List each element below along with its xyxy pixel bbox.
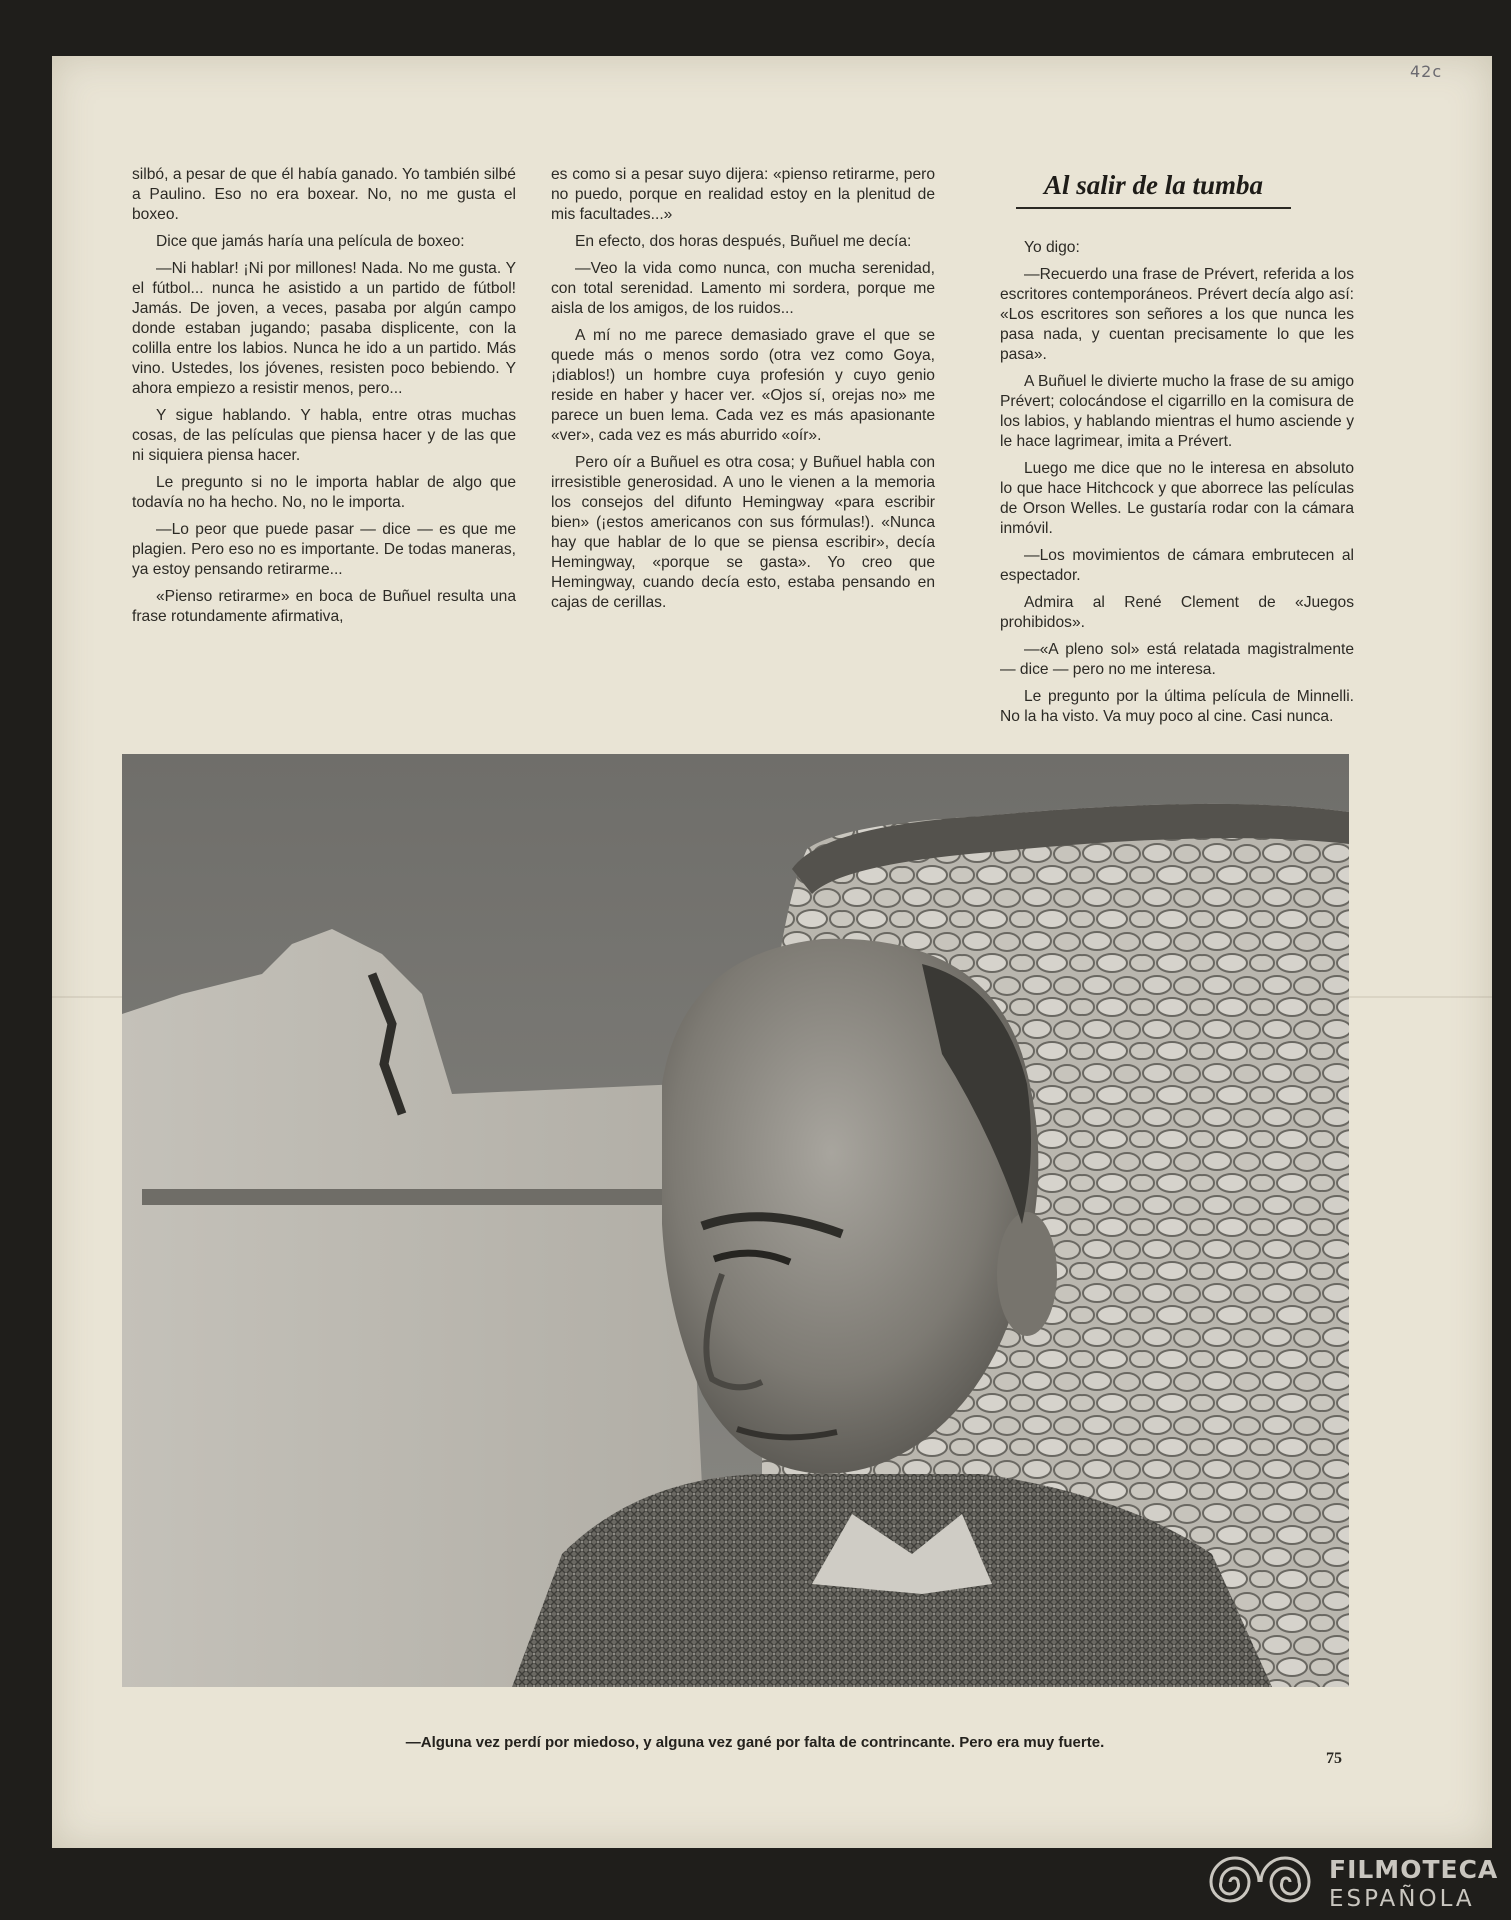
logo-text-line-1: FILMOTECA <box>1329 1855 1499 1884</box>
paragraph: Luego me dice que no le interesa en absoluto lo que hace Hitchcock y que aborrece las películas de Orson Welles. Le gustaría rodar con la cámara inmóvil. <box>1000 460 1354 537</box>
section-heading: Al salir de la tumba <box>1016 170 1291 209</box>
page-number: 75 <box>1326 1750 1342 1767</box>
text-column-2 <box>551 165 935 620</box>
paragraph: Y sigue hablando. Y habla, entre otras muchas cosas, de las películas que piensa hacer y de las que ni siquiera piensa hacer. <box>132 407 516 464</box>
text-column-3 <box>1000 238 1354 734</box>
paragraph: es como si a pesar suyo dijera: «pienso retirarme, pero no puedo, porque en realidad estoy en la plenitud de mis facultades...» <box>551 166 935 223</box>
text-column-1 <box>132 165 516 634</box>
paragraph: —Recuerdo una frase de Prévert, referida a los escritores contemporáneos. Prévert decía algo así: «Los escritores son señores a los que nunca les pasa nada, y cuentan precisamente lo que les pasa». <box>1000 266 1354 363</box>
wall-ledge <box>142 1189 702 1205</box>
paragraph: «Pienso retirarme» en boca de Buñuel resulta una frase rotundamente afirmativa, <box>132 588 516 625</box>
paragraph: —Ni hablar! ¡Ni por millones! Nada. No me gusta. Y el fútbol... nunca he asistido a un partido de fútbol! Jamás. De joven, a veces, pasaba por algún campo donde estaban jugando; pasaba displicente, con la colilla entre los labios. Nunca he ido a un partido. Más vino. Ustedes, los jóvenes, resisten poco bebiendo. Y ahora empiezo a resistir menos, pero... <box>132 260 516 397</box>
filmoteca-spiral-icon <box>1204 1849 1316 1915</box>
paragraph: —Los movimientos de cámara embrutecen al espectador. <box>1000 547 1354 584</box>
paragraph: —Veo la vida como nunca, con mucha serenidad, con total serenidad. Lamento mi sordera, porque me aisla de los amigos, de los ruidos... <box>551 260 935 317</box>
portrait-photo <box>122 754 1349 1687</box>
paragraph: Dice que jamás haría una película de boxeo: <box>156 233 465 250</box>
handwritten-reference: 42c <box>1410 62 1443 81</box>
paragraph: A mí no me parece demasiado grave el que se quede más o menos sordo (otra vez como Goya, ¡diablos!) un hombre cuya profesión y cuyo genio reside en haber y hacer ver. «Ojos sí, orejas no» me parece un buen lema. Cada vez es más apasionante «ver», cada vez es más aburrido «oír». <box>551 327 935 444</box>
logo-text-line-2: ESPAÑOLA <box>1329 1886 1475 1912</box>
filmoteca-logo <box>1204 1849 1504 1915</box>
paragraph: Pero oír a Buñuel es otra cosa; y Buñuel habla con irresistible generosidad. A uno le vienen a la memoria los consejos del difunto Hemingway «para escribir bien» (¡estos americanos con sus fórmulas!). «Nunca hay que hablar de lo que se piensa escribir», decía Hemingway, «porque se gasta». Yo creo que Hemingway, cuando decía esto, estaba pensando en cajas de cerillas. <box>551 454 935 611</box>
paragraph: Yo digo: <box>1024 239 1080 256</box>
paragraph: A Buñuel le divierte mucho la frase de su amigo Prévert; colocándose el cigarrillo en la comisura de los labios, y hablando mientras el humo asciende y le hace lagrimear, imita a Prévert. <box>1000 373 1354 450</box>
paragraph: En efecto, dos horas después, Buñuel me decía: <box>575 233 912 250</box>
paragraph: —«A pleno sol» está relatada magistralmente — dice — pero no me interesa. <box>1000 641 1354 678</box>
paragraph: Admira al René Clement de «Juegos prohibidos». <box>1000 594 1354 631</box>
photo-caption: —Alguna vez perdí por miedoso, y alguna vez gané por falta de contrincante. Pero era muy fuerte. <box>405 1734 1105 1751</box>
paragraph: —Lo peor que puede pasar — dice — es que me plagien. Pero eso no es importante. De todas maneras, ya estoy pensando retirarme... <box>132 521 516 578</box>
paragraph: silbó, a pesar de que él había ganado. Yo también silbé a Paulino. Eso no era boxear. No, no me gusta el boxeo. <box>132 166 516 223</box>
paragraph: Le pregunto si no le importa hablar de algo que todavía no ha hecho. No, no le importa. <box>132 474 516 511</box>
ear <box>997 1212 1057 1336</box>
paragraph: Le pregunto por la última película de Minnelli. No la ha visto. Va muy poco al cine. Casi nunca. <box>1000 688 1354 725</box>
